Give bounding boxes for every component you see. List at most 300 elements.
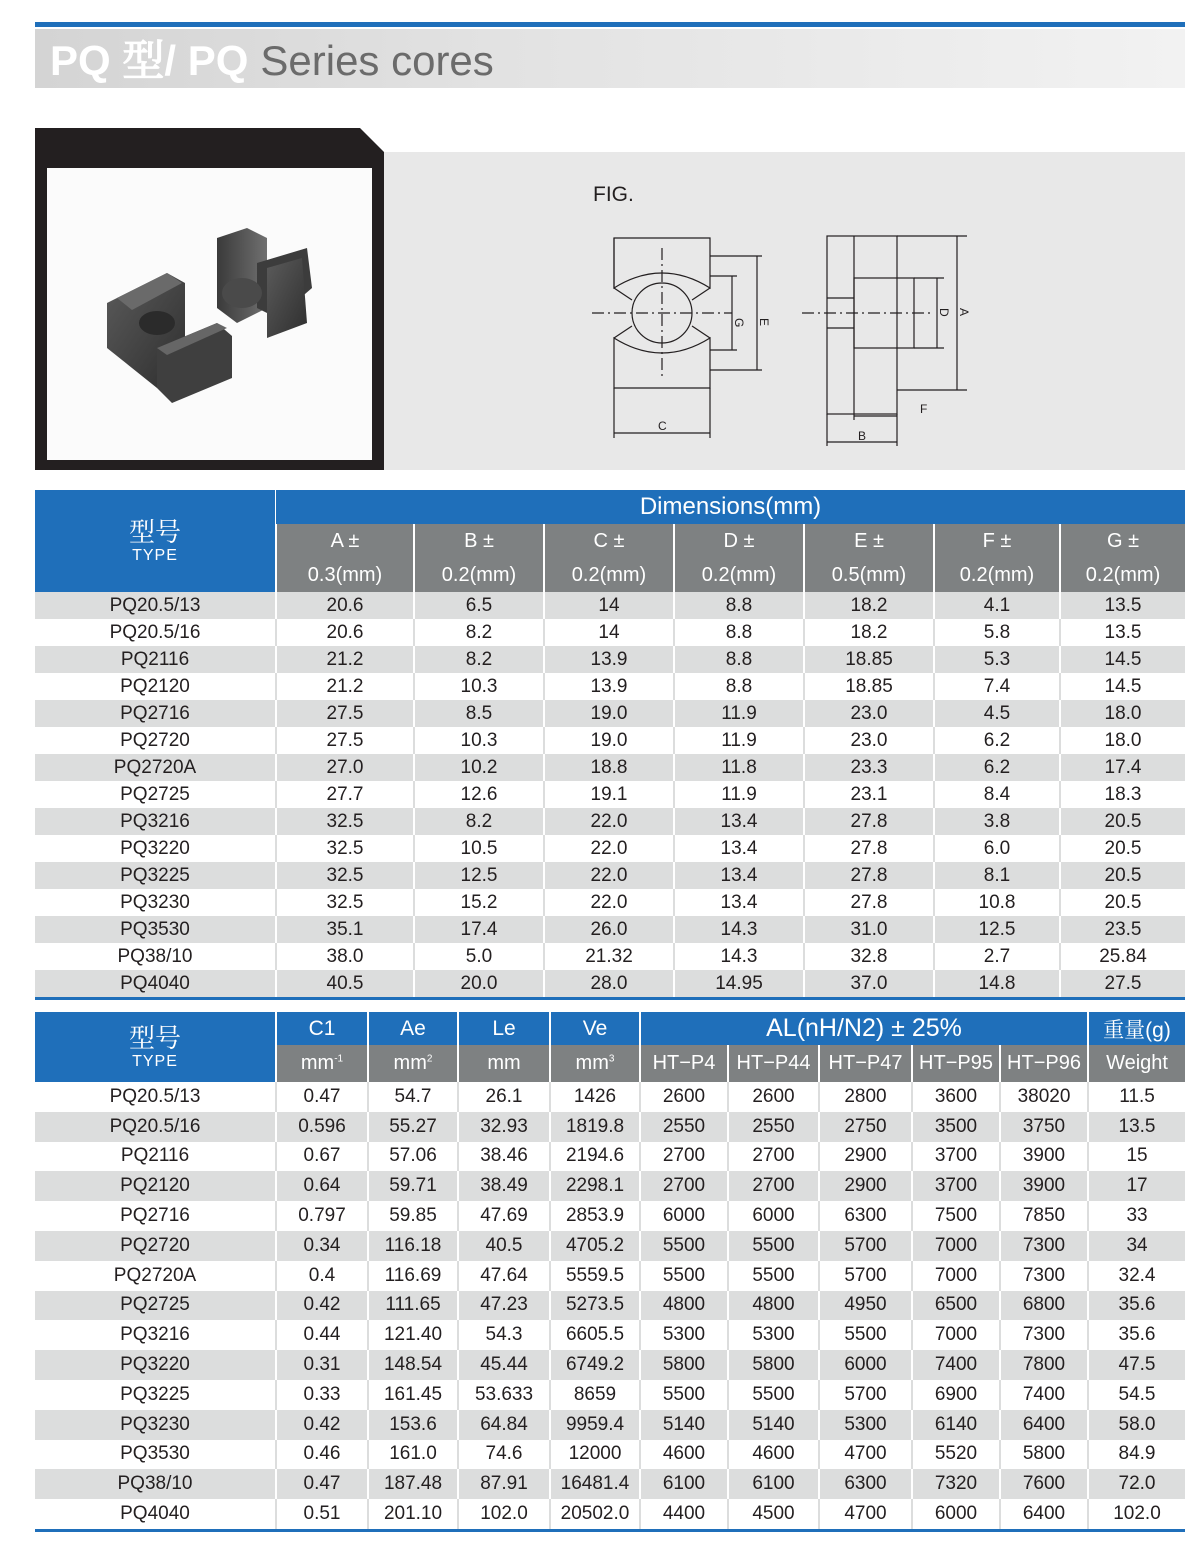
type-cell: PQ20.5/13 — [35, 1082, 276, 1112]
value-cell: 7850 — [1000, 1201, 1088, 1231]
value-cell: 15.2 — [414, 889, 544, 916]
value-cell: 0.51 — [276, 1499, 368, 1530]
table-row — [35, 1380, 1185, 1410]
col-e-tolerance: 0.5(mm) — [804, 558, 934, 592]
value-cell: 13.5 — [1060, 592, 1185, 619]
value-cell: 4950 — [819, 1291, 912, 1321]
value-cell: 23.1 — [804, 781, 934, 808]
value-cell: 0.42 — [276, 1410, 368, 1440]
col-material-p47: HT−P47 — [819, 1045, 912, 1082]
al-group-header: AL(nH/N2) ± 25% — [640, 1012, 1088, 1045]
col-le-header: Le — [458, 1012, 550, 1045]
value-cell: 5.3 — [934, 646, 1060, 673]
value-cell: 32.8 — [804, 943, 934, 970]
value-cell: 8.8 — [674, 619, 804, 646]
dim-letter-c: C — [658, 419, 667, 433]
value-cell: 6100 — [728, 1469, 819, 1499]
type-cell: PQ20.5/16 — [35, 1112, 276, 1142]
col-ae-unit — [368, 1045, 458, 1082]
type-cell: PQ38/10 — [35, 943, 276, 970]
table-row — [35, 781, 1185, 808]
type-header — [35, 490, 276, 592]
value-cell: 5.0 — [414, 943, 544, 970]
value-cell: 5500 — [640, 1231, 728, 1261]
table-row — [35, 700, 1185, 727]
value-cell: 14.5 — [1060, 673, 1185, 700]
value-cell: 25.84 — [1060, 943, 1185, 970]
value-cell: 5500 — [728, 1380, 819, 1410]
value-cell: 22.0 — [544, 889, 674, 916]
value-cell: 58.0 — [1088, 1410, 1185, 1440]
value-cell: 5500 — [819, 1320, 912, 1350]
value-cell: 59.71 — [368, 1171, 458, 1201]
c1-unit-sup: -1 — [334, 1053, 344, 1065]
table-row — [35, 835, 1185, 862]
value-cell: 17.4 — [414, 916, 544, 943]
table-row — [35, 808, 1185, 835]
value-cell: 5300 — [819, 1410, 912, 1440]
value-cell: 2550 — [728, 1112, 819, 1142]
col-material-p4: HT−P4 — [640, 1045, 728, 1082]
col-g-tolerance: 0.2(mm) — [1060, 558, 1185, 592]
pq-core-photo-icon — [107, 228, 337, 428]
value-cell: 64.84 — [458, 1410, 550, 1440]
col-ve-unit — [550, 1045, 640, 1082]
value-cell: 20.5 — [1060, 862, 1185, 889]
value-cell: 4800 — [640, 1291, 728, 1321]
value-cell: 161.0 — [368, 1440, 458, 1470]
value-cell: 35.6 — [1088, 1291, 1185, 1321]
col-f-header: F ± — [934, 524, 1060, 558]
table-row — [35, 1440, 1185, 1470]
col-ve-header: Ve — [550, 1012, 640, 1045]
dimension-drawing — [592, 228, 982, 450]
value-cell: 6.5 — [414, 592, 544, 619]
value-cell: 13.9 — [544, 673, 674, 700]
value-cell: 11.9 — [674, 727, 804, 754]
dim-letter-b: B — [858, 429, 867, 443]
value-cell: 19.1 — [544, 781, 674, 808]
value-cell: 6000 — [819, 1350, 912, 1380]
value-cell: 72.0 — [1088, 1469, 1185, 1499]
type-cell: PQ38/10 — [35, 1469, 276, 1499]
value-cell: 23.0 — [804, 727, 934, 754]
value-cell: 6.0 — [934, 835, 1060, 862]
type-cell: PQ20.5/16 — [35, 619, 276, 646]
value-cell: 2750 — [819, 1112, 912, 1142]
product-photo — [47, 168, 372, 460]
value-cell: 54.5 — [1088, 1380, 1185, 1410]
type-cell: PQ4040 — [35, 1499, 276, 1530]
ae-unit-text: mm — [393, 1052, 427, 1074]
value-cell: 5700 — [819, 1261, 912, 1291]
value-cell: 8.8 — [674, 592, 804, 619]
value-cell: 2900 — [819, 1171, 912, 1201]
value-cell: 17.4 — [1060, 754, 1185, 781]
value-cell: 32.4 — [1088, 1261, 1185, 1291]
value-cell: 20.5 — [1060, 889, 1185, 916]
type-cell: PQ3530 — [35, 916, 276, 943]
value-cell: 7400 — [1000, 1380, 1088, 1410]
value-cell: 116.69 — [368, 1261, 458, 1291]
value-cell: 2550 — [640, 1112, 728, 1142]
value-cell: 40.5 — [276, 970, 414, 999]
value-cell: 18.85 — [804, 673, 934, 700]
value-cell: 3750 — [1000, 1112, 1088, 1142]
value-cell: 22.0 — [544, 835, 674, 862]
value-cell: 14 — [544, 592, 674, 619]
type-cell: PQ2716 — [35, 1201, 276, 1231]
value-cell: 11.9 — [674, 781, 804, 808]
value-cell: 32.93 — [458, 1112, 550, 1142]
value-cell: 13.5 — [1060, 619, 1185, 646]
value-cell: 5300 — [640, 1320, 728, 1350]
col-b-header: B ± — [414, 524, 544, 558]
table-row — [35, 1320, 1185, 1350]
type-cell: PQ3220 — [35, 835, 276, 862]
title-type: PQ 型/ PQ — [50, 37, 249, 84]
value-cell: 7600 — [1000, 1469, 1088, 1499]
table-row — [35, 1142, 1185, 1172]
ve-unit-sup: 3 — [608, 1053, 615, 1065]
value-cell: 38.49 — [458, 1171, 550, 1201]
type-cell: PQ2116 — [35, 1142, 276, 1172]
value-cell: 14.3 — [674, 916, 804, 943]
value-cell: 28.0 — [544, 970, 674, 999]
table-row — [35, 862, 1185, 889]
type-cell: PQ2725 — [35, 781, 276, 808]
value-cell: 57.06 — [368, 1142, 458, 1172]
value-cell: 4705.2 — [550, 1231, 640, 1261]
value-cell: 27.5 — [1060, 970, 1185, 999]
value-cell: 3900 — [1000, 1171, 1088, 1201]
type-header-cn: 型号 — [128, 517, 181, 547]
value-cell: 40.5 — [458, 1231, 550, 1261]
type-cell: PQ3216 — [35, 1320, 276, 1350]
value-cell: 2600 — [728, 1082, 819, 1112]
value-cell: 37.0 — [804, 970, 934, 999]
value-cell: 102.0 — [1088, 1499, 1185, 1530]
value-cell: 8.4 — [934, 781, 1060, 808]
value-cell: 201.10 — [368, 1499, 458, 1530]
table-row — [35, 754, 1185, 781]
value-cell: 16481.4 — [550, 1469, 640, 1499]
value-cell: 5520 — [912, 1440, 1000, 1470]
value-cell: 6300 — [819, 1469, 912, 1499]
value-cell: 116.18 — [368, 1231, 458, 1261]
table-row — [35, 943, 1185, 970]
value-cell: 153.6 — [368, 1410, 458, 1440]
value-cell: 27.8 — [804, 889, 934, 916]
col-weight-header-en: Weight — [1088, 1045, 1185, 1082]
value-cell: 54.7 — [368, 1082, 458, 1112]
table-row — [35, 1201, 1185, 1231]
type-cell: PQ3216 — [35, 808, 276, 835]
value-cell: 38.0 — [276, 943, 414, 970]
dim-letter-d: D — [937, 308, 951, 317]
value-cell: 2600 — [640, 1082, 728, 1112]
value-cell: 3600 — [912, 1082, 1000, 1112]
value-cell: 38.46 — [458, 1142, 550, 1172]
table-row — [35, 1082, 1185, 1112]
value-cell: 12.6 — [414, 781, 544, 808]
value-cell: 20.5 — [1060, 835, 1185, 862]
value-cell: 0.44 — [276, 1320, 368, 1350]
value-cell: 5700 — [819, 1231, 912, 1261]
value-cell: 6400 — [1000, 1410, 1088, 1440]
table-row — [35, 646, 1185, 673]
value-cell: 6900 — [912, 1380, 1000, 1410]
type-header-en: TYPE — [132, 547, 178, 564]
col-material-p44: HT−P44 — [728, 1045, 819, 1082]
value-cell: 7300 — [1000, 1261, 1088, 1291]
value-cell: 7000 — [912, 1231, 1000, 1261]
value-cell: 14.3 — [674, 943, 804, 970]
value-cell: 8.2 — [414, 646, 544, 673]
value-cell: 2900 — [819, 1142, 912, 1172]
value-cell: 6000 — [640, 1201, 728, 1231]
col-c-tolerance: 0.2(mm) — [544, 558, 674, 592]
value-cell: 7800 — [1000, 1350, 1088, 1380]
value-cell: 18.3 — [1060, 781, 1185, 808]
value-cell: 74.6 — [458, 1440, 550, 1470]
value-cell: 20.0 — [414, 970, 544, 999]
table-row — [35, 1350, 1185, 1380]
type-cell: PQ2725 — [35, 1291, 276, 1321]
value-cell: 5559.5 — [550, 1261, 640, 1291]
figure-label: FIG. — [593, 183, 634, 206]
col-c-header: C ± — [544, 524, 674, 558]
value-cell: 18.2 — [804, 592, 934, 619]
value-cell: 32.5 — [276, 889, 414, 916]
value-cell: 6300 — [819, 1201, 912, 1231]
value-cell: 14 — [544, 619, 674, 646]
value-cell: 0.4 — [276, 1261, 368, 1291]
value-cell: 6500 — [912, 1291, 1000, 1321]
value-cell: 14.5 — [1060, 646, 1185, 673]
type-cell: PQ2116 — [35, 646, 276, 673]
value-cell: 13.9 — [544, 646, 674, 673]
value-cell: 0.31 — [276, 1350, 368, 1380]
value-cell: 20502.0 — [550, 1499, 640, 1530]
value-cell: 1426 — [550, 1082, 640, 1112]
value-cell: 15 — [1088, 1142, 1185, 1172]
type-cell: PQ20.5/13 — [35, 592, 276, 619]
value-cell: 7.4 — [934, 673, 1060, 700]
type-cell: PQ3230 — [35, 1410, 276, 1440]
value-cell: 14.95 — [674, 970, 804, 999]
value-cell: 2700 — [640, 1171, 728, 1201]
value-cell: 33 — [1088, 1201, 1185, 1231]
value-cell: 26.1 — [458, 1082, 550, 1112]
value-cell: 0.47 — [276, 1469, 368, 1499]
col-material-p96: HT−P96 — [1000, 1045, 1088, 1082]
value-cell: 11.8 — [674, 754, 804, 781]
value-cell: 7300 — [1000, 1231, 1088, 1261]
value-cell: 4700 — [819, 1499, 912, 1530]
value-cell: 0.596 — [276, 1112, 368, 1142]
col-a-header: A ± — [276, 524, 414, 558]
type-cell: PQ2720A — [35, 754, 276, 781]
value-cell: 6800 — [1000, 1291, 1088, 1321]
value-cell: 47.64 — [458, 1261, 550, 1291]
table-row — [35, 1291, 1185, 1321]
type-header-en: TYPE — [132, 1053, 178, 1070]
table-row — [35, 916, 1185, 943]
value-cell: 22.0 — [544, 862, 674, 889]
value-cell: 7000 — [912, 1320, 1000, 1350]
value-cell: 13.4 — [674, 808, 804, 835]
value-cell: 111.65 — [368, 1291, 458, 1321]
value-cell: 31.0 — [804, 916, 934, 943]
value-cell: 121.40 — [368, 1320, 458, 1350]
value-cell: 3.8 — [934, 808, 1060, 835]
value-cell: 35.6 — [1088, 1320, 1185, 1350]
value-cell: 4400 — [640, 1499, 728, 1530]
value-cell: 3700 — [912, 1171, 1000, 1201]
value-cell: 6000 — [728, 1201, 819, 1231]
value-cell: 11.9 — [674, 700, 804, 727]
type-cell: PQ3220 — [35, 1350, 276, 1380]
value-cell: 12.5 — [414, 862, 544, 889]
value-cell: 13.4 — [674, 835, 804, 862]
value-cell: 10.5 — [414, 835, 544, 862]
c1-unit-text: mm — [300, 1052, 335, 1074]
value-cell: 3900 — [1000, 1142, 1088, 1172]
value-cell: 18.85 — [804, 646, 934, 673]
value-cell: 7000 — [912, 1261, 1000, 1291]
value-cell: 13.4 — [674, 889, 804, 916]
value-cell: 6.2 — [934, 754, 1060, 781]
value-cell: 6400 — [1000, 1499, 1088, 1530]
value-cell: 10.3 — [414, 727, 544, 754]
value-cell: 20.6 — [276, 592, 414, 619]
col-g-header: G ± — [1060, 524, 1185, 558]
value-cell: 84.9 — [1088, 1440, 1185, 1470]
value-cell: 8.1 — [934, 862, 1060, 889]
value-cell: 2298.1 — [550, 1171, 640, 1201]
value-cell: 32.5 — [276, 808, 414, 835]
col-d-header: D ± — [674, 524, 804, 558]
value-cell: 20.6 — [276, 619, 414, 646]
type-cell: PQ3225 — [35, 1380, 276, 1410]
value-cell: 148.54 — [368, 1350, 458, 1380]
value-cell: 7400 — [912, 1350, 1000, 1380]
value-cell: 27.8 — [804, 862, 934, 889]
page-title — [50, 38, 494, 84]
col-le-unit: mm — [458, 1045, 550, 1082]
value-cell: 5.8 — [934, 619, 1060, 646]
value-cell: 6100 — [640, 1469, 728, 1499]
value-cell: 0.47 — [276, 1082, 368, 1112]
value-cell: 53.633 — [458, 1380, 550, 1410]
type-header-cn: 型号 — [128, 1023, 181, 1053]
value-cell: 4600 — [640, 1440, 728, 1470]
type-cell: PQ2720A — [35, 1261, 276, 1291]
value-cell: 9959.4 — [550, 1410, 640, 1440]
value-cell: 2.7 — [934, 943, 1060, 970]
value-cell: 35.1 — [276, 916, 414, 943]
value-cell: 45.44 — [458, 1350, 550, 1380]
col-e-header: E ± — [804, 524, 934, 558]
value-cell: 7300 — [1000, 1320, 1088, 1350]
value-cell: 12.5 — [934, 916, 1060, 943]
dimensions-table-body — [35, 592, 1185, 999]
value-cell: 18.0 — [1060, 727, 1185, 754]
value-cell: 47.5 — [1088, 1350, 1185, 1380]
value-cell: 87.91 — [458, 1469, 550, 1499]
value-cell: 4.1 — [934, 592, 1060, 619]
type-cell: PQ3230 — [35, 889, 276, 916]
dim-letter-g: G — [732, 318, 746, 328]
value-cell: 23.0 — [804, 700, 934, 727]
col-b-tolerance: 0.2(mm) — [414, 558, 544, 592]
value-cell: 23.5 — [1060, 916, 1185, 943]
value-cell: 5500 — [728, 1261, 819, 1291]
value-cell: 0.797 — [276, 1201, 368, 1231]
value-cell: 23.3 — [804, 754, 934, 781]
value-cell: 0.42 — [276, 1291, 368, 1321]
value-cell: 8.2 — [414, 808, 544, 835]
value-cell: 2194.6 — [550, 1142, 640, 1172]
table-row — [35, 673, 1185, 700]
value-cell: 21.32 — [544, 943, 674, 970]
col-d-tolerance: 0.2(mm) — [674, 558, 804, 592]
col-f-tolerance: 0.2(mm) — [934, 558, 1060, 592]
value-cell: 2700 — [728, 1171, 819, 1201]
value-cell: 13.4 — [674, 862, 804, 889]
value-cell: 5300 — [728, 1320, 819, 1350]
col-material-p95: HT−P95 — [912, 1045, 1000, 1082]
value-cell: 5800 — [1000, 1440, 1088, 1470]
table-row — [35, 970, 1185, 999]
type-cell: PQ3225 — [35, 862, 276, 889]
value-cell: 19.0 — [544, 727, 674, 754]
value-cell: 2853.9 — [550, 1201, 640, 1231]
type-cell: PQ2720 — [35, 727, 276, 754]
value-cell: 26.0 — [544, 916, 674, 943]
value-cell: 17 — [1088, 1171, 1185, 1201]
table-row — [35, 727, 1185, 754]
table-row — [35, 1499, 1185, 1530]
table-row — [35, 619, 1185, 646]
type-cell: PQ2120 — [35, 673, 276, 700]
value-cell: 2700 — [640, 1142, 728, 1172]
value-cell: 19.0 — [544, 700, 674, 727]
value-cell: 55.27 — [368, 1112, 458, 1142]
value-cell: 18.8 — [544, 754, 674, 781]
value-cell: 21.2 — [276, 646, 414, 673]
value-cell: 6000 — [912, 1499, 1000, 1530]
value-cell: 8.8 — [674, 673, 804, 700]
value-cell: 8659 — [550, 1380, 640, 1410]
value-cell: 2700 — [728, 1142, 819, 1172]
col-ae-header: Ae — [368, 1012, 458, 1045]
value-cell: 6605.5 — [550, 1320, 640, 1350]
value-cell: 18.2 — [804, 619, 934, 646]
type-header — [35, 1012, 276, 1082]
value-cell: 6749.2 — [550, 1350, 640, 1380]
value-cell: 5500 — [640, 1380, 728, 1410]
table-row — [35, 1410, 1185, 1440]
value-cell: 22.0 — [544, 808, 674, 835]
dimensions-table — [35, 490, 1185, 1000]
type-cell: PQ2720 — [35, 1231, 276, 1261]
value-cell: 27.8 — [804, 808, 934, 835]
value-cell: 47.69 — [458, 1201, 550, 1231]
value-cell: 32.5 — [276, 862, 414, 889]
value-cell: 4500 — [728, 1499, 819, 1530]
